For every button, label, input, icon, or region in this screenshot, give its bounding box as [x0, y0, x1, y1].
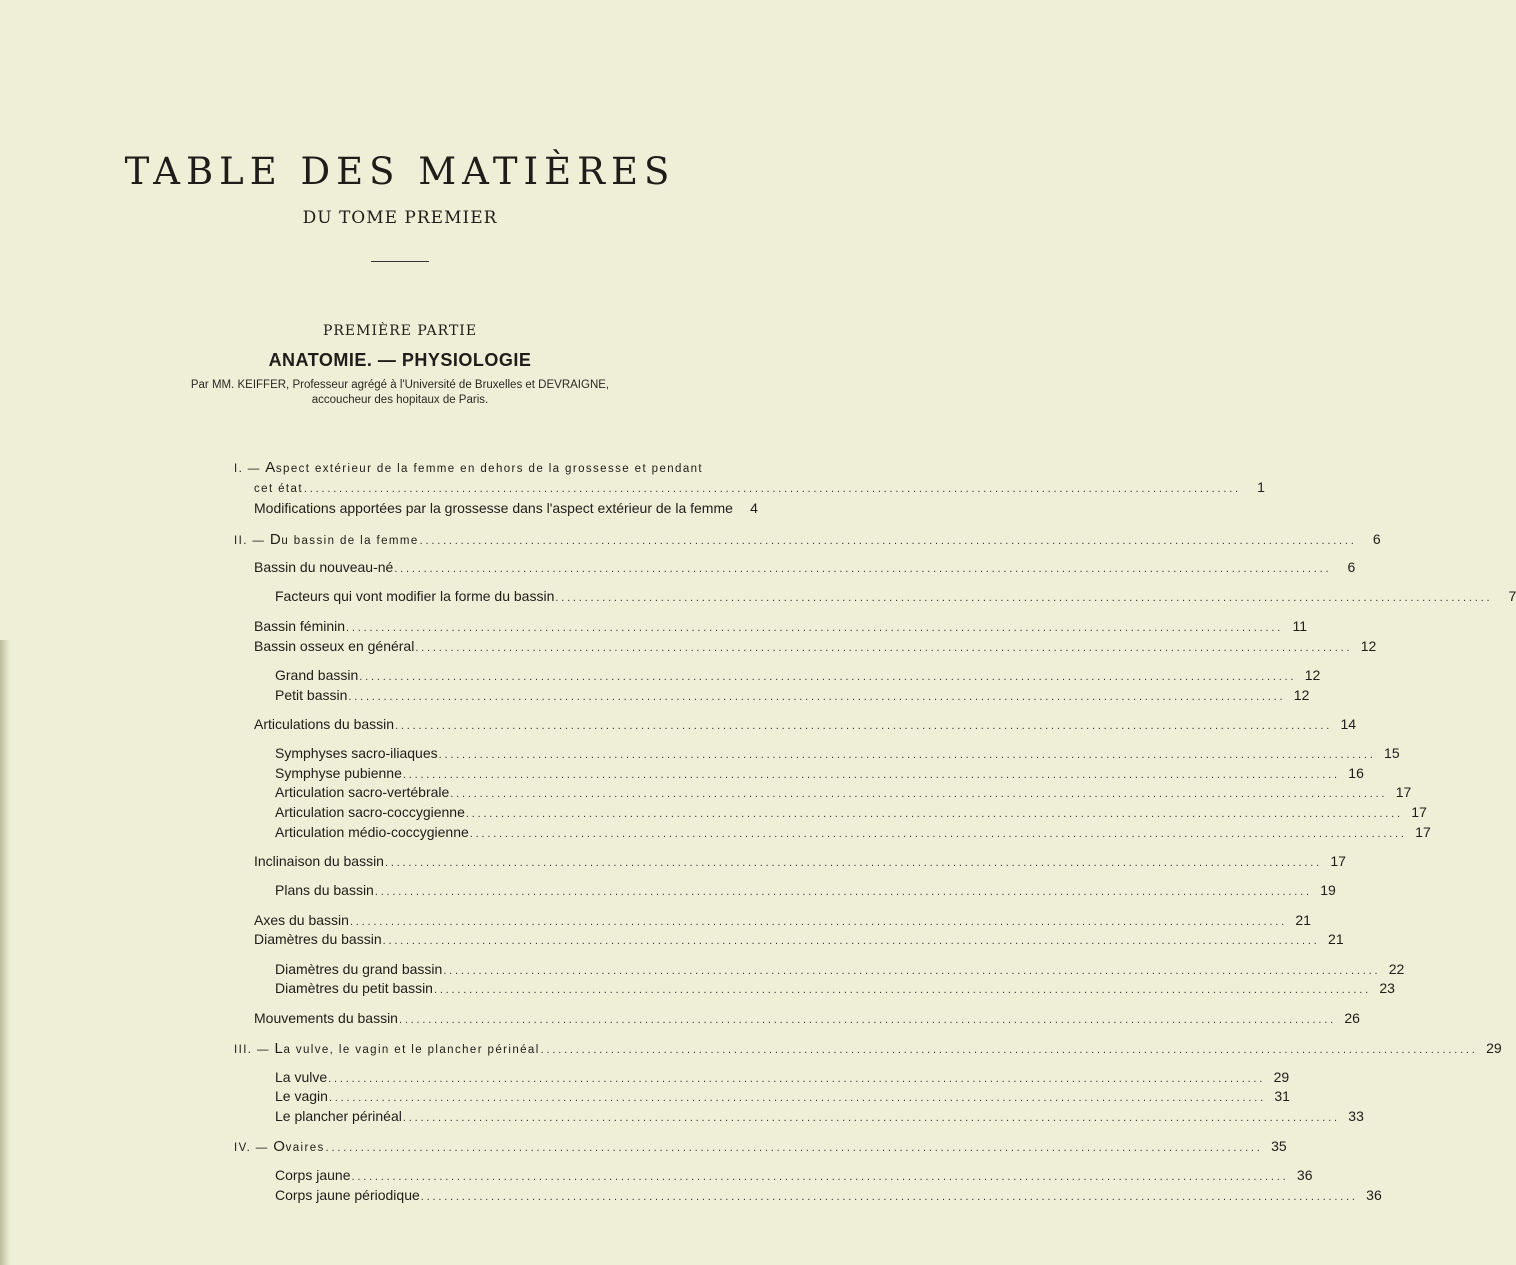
toc-entry [254, 931, 1344, 947]
dot-leader: ................................................................................................................................................................ [349, 916, 1287, 928]
toc-entry [275, 1069, 1290, 1085]
toc-entry-label: Plans du bassin [275, 882, 374, 898]
toc-page-number: 36 [1296, 1167, 1313, 1183]
dot-leader: ................................................................................................................................................................ [384, 857, 1322, 869]
dot-leader: ................................................................................................................................................................ [303, 483, 1241, 495]
dot-leader: ................................................................................................................................................................ [394, 563, 1332, 575]
toc-entry-label: Bassin osseux en général [254, 638, 415, 654]
toc-page-number: 29 [1273, 1069, 1290, 1085]
toc-chapter-1 [234, 459, 710, 476]
toc-page-number: 26 [1344, 1010, 1360, 1026]
toc-page-number: 6 [1372, 531, 1381, 547]
toc-entry [275, 667, 1321, 683]
toc-entry [254, 716, 1357, 732]
toc-entry-label: Facteurs qui vont modifier la forme du bassin [275, 588, 555, 604]
chapter-initial: A [265, 459, 276, 476]
dot-leader: ................................................................................................................................................................ [351, 1171, 1289, 1183]
toc-entry-label: Petit bassin [275, 687, 348, 703]
authors-line-1: Par MM. KEIFFER, Professeur agrégé à l'Université de Bruxelles et DEVRAIGNE, [190, 379, 610, 391]
toc-entry-label: Articulation sacro-vertébrale [275, 784, 450, 800]
toc-chapter-2 [234, 531, 1381, 548]
toc-entry-label: Symphyses sacro-iliaques [275, 745, 438, 761]
page-edge-shadow [0, 640, 10, 1265]
toc-page-number: 17 [1411, 804, 1427, 820]
toc-page-number: 22 [1388, 961, 1405, 977]
dot-leader: ................................................................................................................................................................ [402, 769, 1340, 781]
toc-entry-label: Diamètres du bassin [254, 931, 382, 947]
toc-page-number: 11 [1292, 618, 1308, 634]
page-title: TABLE DES MATIÈRES [124, 150, 676, 193]
toc-entry [275, 882, 1336, 898]
dot-leader: ................................................................................................................................................................ [465, 808, 1403, 820]
dot-leader: ................................................................................................................................................................ [348, 691, 1286, 703]
dot-leader: ................................................................................................................................................................ [415, 642, 1353, 654]
toc-entry [254, 912, 1311, 928]
toc-entry-label: Bassin féminin [254, 618, 346, 634]
toc-entry-label: Articulation sacro-coccygienne [275, 804, 465, 820]
toc-entry [275, 1108, 1364, 1124]
toc-entry-label: Bassin du nouveau-né [254, 559, 394, 575]
dot-leader: ................................................................................................................................................................ [419, 535, 1357, 547]
toc-page-number: 19 [1320, 882, 1336, 898]
toc-page-number: 12 [1360, 638, 1377, 654]
dot-leader: ................................................................................................................................................................ [433, 984, 1371, 996]
dot-leader: ................................................................................................................................................................ [450, 788, 1388, 800]
toc-entry-label: La vulve [275, 1069, 328, 1085]
toc-entry [275, 745, 1400, 761]
toc-page-number: 16 [1348, 765, 1364, 781]
dot-leader: ................................................................................................................................................................ [443, 965, 1381, 977]
toc-page-number: 12 [1304, 667, 1321, 683]
dot-leader: ................................................................................................................................................................ [374, 886, 1312, 898]
toc-page-number: 17 [1330, 853, 1346, 869]
toc-page-number: 17 [1395, 784, 1412, 800]
title-divider [371, 261, 429, 262]
toc-entry [254, 618, 1308, 634]
dot-leader: ................................................................................................................................................................ [359, 671, 1297, 683]
toc-page-number: 23 [1379, 980, 1395, 996]
dot-leader: ................................................................................................................................................................ [346, 622, 1284, 634]
toc-chapter-title [234, 459, 703, 476]
toc-entry-label: Modifications apportées par la grossesse dans l'aspect extérieur de la femme [254, 500, 733, 516]
toc-chapter-1-cont [254, 479, 1265, 495]
dot-leader: ................................................................................................................................................................ [325, 1142, 1263, 1154]
dot-leader: ................................................................................................................................................................ [420, 1191, 1358, 1203]
toc-entry [275, 588, 1516, 604]
toc-entry-label: Axes du bassin [254, 912, 349, 928]
dot-leader: ................................................................................................................................................................ [395, 720, 1333, 732]
toc-chapter-title-cont: cet état [254, 483, 303, 495]
toc-entry [275, 687, 1310, 703]
toc-entry [275, 824, 1431, 840]
chapter-title-rest: u bassin de la femme [281, 535, 419, 547]
toc-page-number: 1 [1257, 479, 1265, 495]
toc-entry-label: Inclinaison du bassin [254, 853, 384, 869]
toc-entry [275, 1167, 1313, 1183]
dot-leader: ................................................................................................................................................................ [555, 592, 1493, 604]
toc-page-number: 21 [1295, 912, 1311, 928]
toc-page-number: 7 [1508, 588, 1516, 604]
chapter-initial: D [269, 531, 282, 548]
toc-entry-label: Mouvements du bassin [254, 1010, 398, 1026]
toc-page-number: 17 [1415, 824, 1431, 840]
toc-entry-label: Le plancher périnéal [275, 1108, 402, 1124]
chapter-number: III. — [234, 1044, 275, 1056]
toc-entry [275, 784, 1412, 800]
toc-page-number: 21 [1328, 931, 1344, 947]
toc-entry-label: Articulation médio-coccygienne [275, 824, 469, 840]
chapter-title-rest: a vulve, le vagin et le plancher périnéal [283, 1044, 540, 1056]
toc-entry [275, 765, 1364, 781]
toc-entry [254, 638, 1377, 654]
dot-leader: ................................................................................................................................................................ [328, 1092, 1266, 1104]
chapter-title-rest: vaires [285, 1142, 325, 1154]
toc-entry [275, 961, 1405, 977]
toc-page-number: 33 [1348, 1108, 1364, 1124]
toc-page-number: 6 [1347, 559, 1356, 575]
toc-entry-label: Corps jaune [275, 1167, 351, 1183]
toc-entry [275, 804, 1427, 820]
dot-leader: ................................................................................................................................................................ [398, 1014, 1336, 1026]
toc-entry [275, 980, 1395, 996]
section-heading: ANATOMIE. — PHYSIOLOGIE [268, 350, 532, 370]
dot-leader: ................................................................................................................................................................ [328, 1073, 1266, 1085]
toc-chapter-title [234, 1040, 540, 1057]
toc-page-number: 36 [1366, 1187, 1382, 1203]
dot-leader: ................................................................................................................................................................ [469, 828, 1407, 840]
toc-entry-label: Grand bassin [275, 667, 359, 683]
toc-entry-label: Articulations du bassin [254, 716, 395, 732]
authors-note [0, 378, 800, 408]
toc-entry [254, 500, 758, 516]
chapter-number: II. — [234, 535, 270, 547]
toc-page-number: 29 [1486, 1040, 1502, 1056]
dot-leader: ................................................................................................................................................................ [402, 1112, 1340, 1124]
toc-page-number: 12 [1293, 687, 1310, 703]
toc-page-number: 14 [1340, 716, 1357, 732]
toc-chapter-4 [234, 1138, 1287, 1155]
toc-entry-label: Symphyse pubienne [275, 765, 402, 781]
authors-line-2: accoucheur des hopitaux de Paris. [311, 394, 489, 406]
page-subtitle: DU TOME PREMIER [302, 208, 498, 228]
toc-page-number: 31 [1274, 1088, 1290, 1104]
toc-entry-label: Diamètres du petit bassin [275, 980, 433, 996]
toc-page-number: 35 [1271, 1138, 1287, 1154]
chapter-number: I. — [234, 463, 266, 475]
toc-entry [254, 559, 1356, 575]
dot-leader: ................................................................................................................................................................ [438, 749, 1376, 761]
toc-entry [254, 853, 1346, 869]
chapter-number: IV. — [234, 1142, 274, 1154]
toc-chapter-title [234, 531, 419, 548]
chapter-initial: O [273, 1138, 286, 1155]
toc-entry [275, 1088, 1290, 1104]
toc-entry-label: Diamètres du grand bassin [275, 961, 443, 977]
part-label: PREMIÈRE PARTIE [322, 323, 478, 339]
toc-entry-label: Le vagin [275, 1088, 328, 1104]
dot-leader: ................................................................................................................................................................ [382, 935, 1320, 947]
toc-chapter-title [234, 1138, 325, 1155]
toc-page-number: 15 [1384, 745, 1400, 761]
toc-entry [275, 1187, 1382, 1203]
toc-entry [254, 1010, 1360, 1026]
toc-chapter-3 [234, 1040, 1502, 1057]
chapter-title-rest: spect extérieur de la femme en dehors de la grossesse et pendant [275, 463, 704, 475]
dot-leader: ................................................................................................................................................................ [540, 1044, 1478, 1056]
toc-entry-label: Corps jaune périodique [275, 1187, 420, 1203]
chapter-initial: L [274, 1040, 284, 1057]
toc-page-number: 4 [750, 500, 758, 516]
